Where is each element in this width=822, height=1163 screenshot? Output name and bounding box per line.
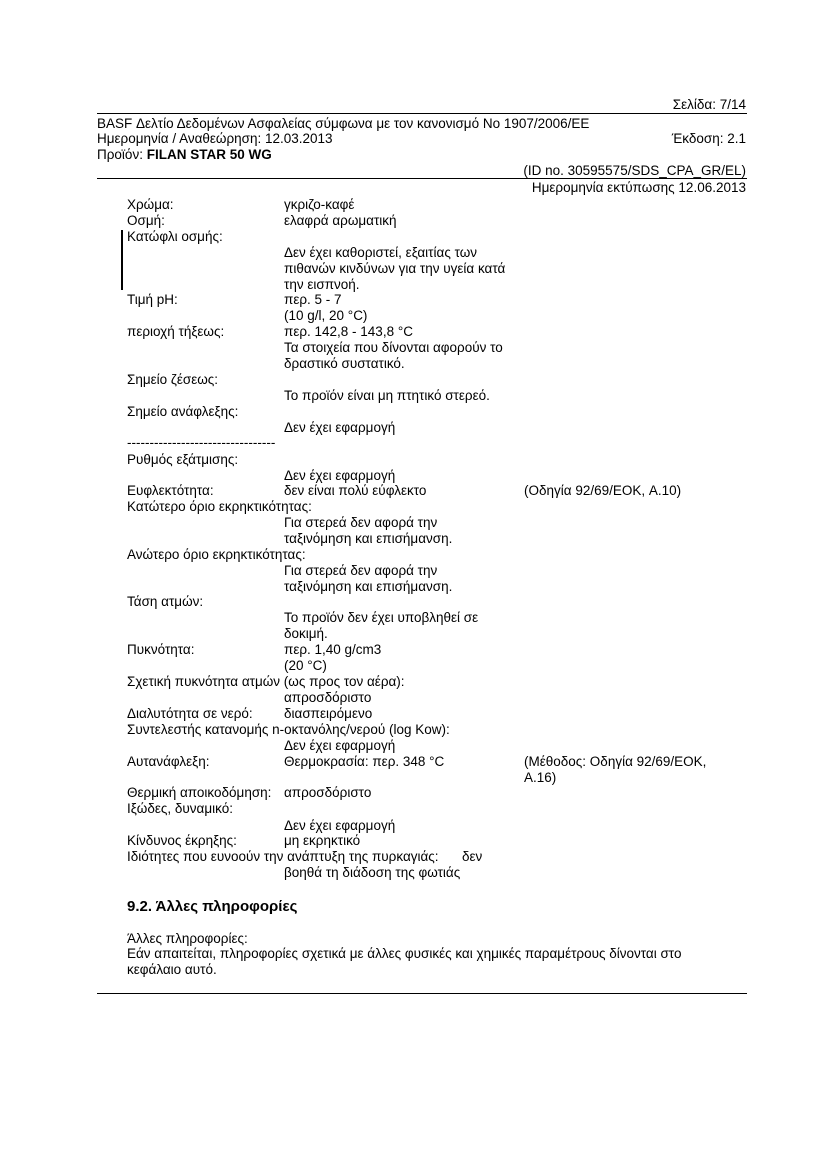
fire-promoting-label: Ιδιότητες που ευνοούν την ανάπτυξη της πυρκαγιάς: — [127, 849, 439, 864]
dashed-separator: --------------------------------- — [127, 435, 276, 450]
document-title: BASF Δελτίο Δεδομένων Ασφαλείας σύμφωνα με τον κανονισμό No 1907/2006/ΕΕ — [97, 116, 590, 131]
odor-value: ελαφρά αρωματική — [284, 213, 397, 228]
upper-explosion-limit-value: ταξινόμηση και επισήμανση. — [284, 579, 453, 594]
color-value: γκριζο-καφέ — [284, 197, 355, 212]
flash-point-label: Σημείο ανάφλεξης: — [127, 404, 239, 419]
lower-explosion-limit-label: Κατώτερο όριο εκρηκτικότητας: — [127, 499, 312, 514]
viscosity-label: Ιξώδες, δυναμικό: — [127, 801, 233, 816]
partition-coefficient-label: Συντελεστής κατανομής n-οκτανόλης/νερού (log Kow): — [127, 722, 450, 737]
revision-date: Ημερομηνία / Αναθεώρηση: 12.03.2013 — [97, 131, 333, 146]
version: Έκδοση: 2.1 — [671, 131, 746, 146]
product-label: Προϊόν: — [97, 147, 147, 162]
water-solubility-value: διασπειρόμενο — [284, 706, 373, 721]
flammability-value: δεν είναι πολύ εύφλεκτο — [284, 483, 427, 498]
upper-explosion-limit-label: Ανώτερο όριο εκρηκτικότητας: — [127, 547, 306, 562]
melting-value: περ. 142,8 - 143,8 °C — [284, 324, 413, 339]
flammability-method: (Οδηγία 92/69/ΕΟΚ, A.10) — [524, 483, 682, 498]
odor-threshold-text: Δεν έχει καθοριστεί, εξαιτίας των — [284, 245, 478, 260]
autoignition-label: Αυτανάφλεξη: — [127, 754, 210, 769]
boiling-value: Το προϊόν είναι μη πτητικό στερεό. — [284, 388, 490, 403]
density-label: Πυκνότητα: — [127, 642, 195, 657]
thermal-decomposition-value: απροσδόριστο — [284, 785, 372, 800]
revision-change-bar — [121, 230, 123, 290]
odor-threshold-label: Κατώφλι οσμής: — [127, 229, 223, 244]
fire-promoting-value: βοηθά τη διάδοση της φωτιάς — [284, 865, 461, 880]
vapor-pressure-value: Το προϊόν δεν έχει υποβληθεί σε — [284, 610, 479, 625]
evaporation-label: Ρυθμός εξάτμισης: — [127, 452, 239, 467]
viscosity-value: Δεν έχει εφαρμογή — [284, 818, 396, 833]
odor-threshold-text: πιθανών κινδύνων για την υγεία κατά — [284, 261, 506, 276]
header-bottom-rule — [97, 178, 747, 179]
other-info-text: Εάν απαιτείται, πληροφορίες σχετικά με άλλες φυσικές και χημικές παραμέτρους δίνονται στο — [127, 946, 682, 961]
explosion-hazard-value: μη εκρηκτικό — [284, 833, 361, 848]
product-line — [97, 147, 272, 163]
flammability-label: Ευφλεκτότητα: — [127, 483, 214, 498]
boiling-label: Σημείο ζέσεως: — [127, 372, 219, 387]
ph-condition: (10 g/l, 20 °C) — [284, 308, 368, 323]
other-info-text: κεφάλαιο αυτό. — [127, 962, 217, 977]
product-name: FILAN STAR 50 WG — [146, 147, 272, 162]
fire-promoting-value: δεν — [462, 849, 483, 864]
section-heading: 9.2. Άλλες πληροφορίες — [127, 898, 298, 915]
autoignition-value: Θερμοκρασία: περ. 348 °C — [284, 754, 445, 769]
density-condition: (20 °C) — [284, 658, 327, 673]
relative-vapor-density-value: απροσδόριστο — [284, 690, 372, 705]
color-label: Χρώμα: — [127, 197, 174, 212]
lower-explosion-limit-value: ταξινόμηση και επισήμανση. — [284, 531, 453, 546]
lower-explosion-limit-value: Για στερεά δεν αφορά την — [284, 515, 438, 530]
melting-label: περιοχή τήξεως: — [127, 324, 225, 339]
explosion-hazard-label: Κίνδυνος έκρηξης: — [127, 833, 237, 848]
evaporation-value: Δεν έχει εφαρμογή — [284, 468, 396, 483]
header-top-rule — [97, 113, 747, 114]
autoignition-method: (Μέθοδος: Οδηγία 92/69/ΕΟΚ, — [524, 754, 707, 769]
ph-value: περ. 5 - 7 — [284, 292, 342, 307]
ph-label: Τιμή pH: — [127, 292, 178, 307]
flash-point-value: Δεν έχει εφαρμογή — [284, 420, 396, 435]
print-date: Ημερομηνία εκτύπωσης 12.06.2013 — [531, 180, 746, 195]
melting-note: δραστικό συστατικό. — [284, 356, 405, 371]
melting-note: Τα στοιχεία που δίνονται αφορούν το — [284, 340, 503, 355]
relative-vapor-density-label: Σχετική πυκνότητα ατμών (ως προς τον αέρα): — [127, 674, 405, 689]
odor-threshold-text: την εισπνοή. — [284, 277, 360, 292]
vapor-pressure-label: Τάση ατμών: — [127, 594, 204, 609]
other-info-label: Άλλες πληροφορίες: — [127, 931, 248, 946]
upper-explosion-limit-value: Για στερεά δεν αφορά την — [284, 563, 438, 578]
vapor-pressure-value: δοκιμή. — [284, 626, 328, 641]
partition-coefficient-value: Δεν έχει εφαρμογή — [284, 738, 396, 753]
water-solubility-label: Διαλυτότητα σε νερό: — [127, 706, 253, 721]
section-end-rule — [97, 993, 747, 994]
thermal-decomposition-label: Θερμική αποικοδόμηση: — [127, 785, 272, 800]
autoignition-method: A.16) — [524, 770, 557, 785]
density-value: περ. 1,40 g/cm3 — [284, 642, 382, 657]
page-number: Σελίδα: 7/14 — [672, 97, 746, 112]
odor-label: Οσμή: — [127, 213, 165, 228]
document-id: (ID no. 30595575/SDS_CPA_GR/EL) — [523, 163, 746, 178]
